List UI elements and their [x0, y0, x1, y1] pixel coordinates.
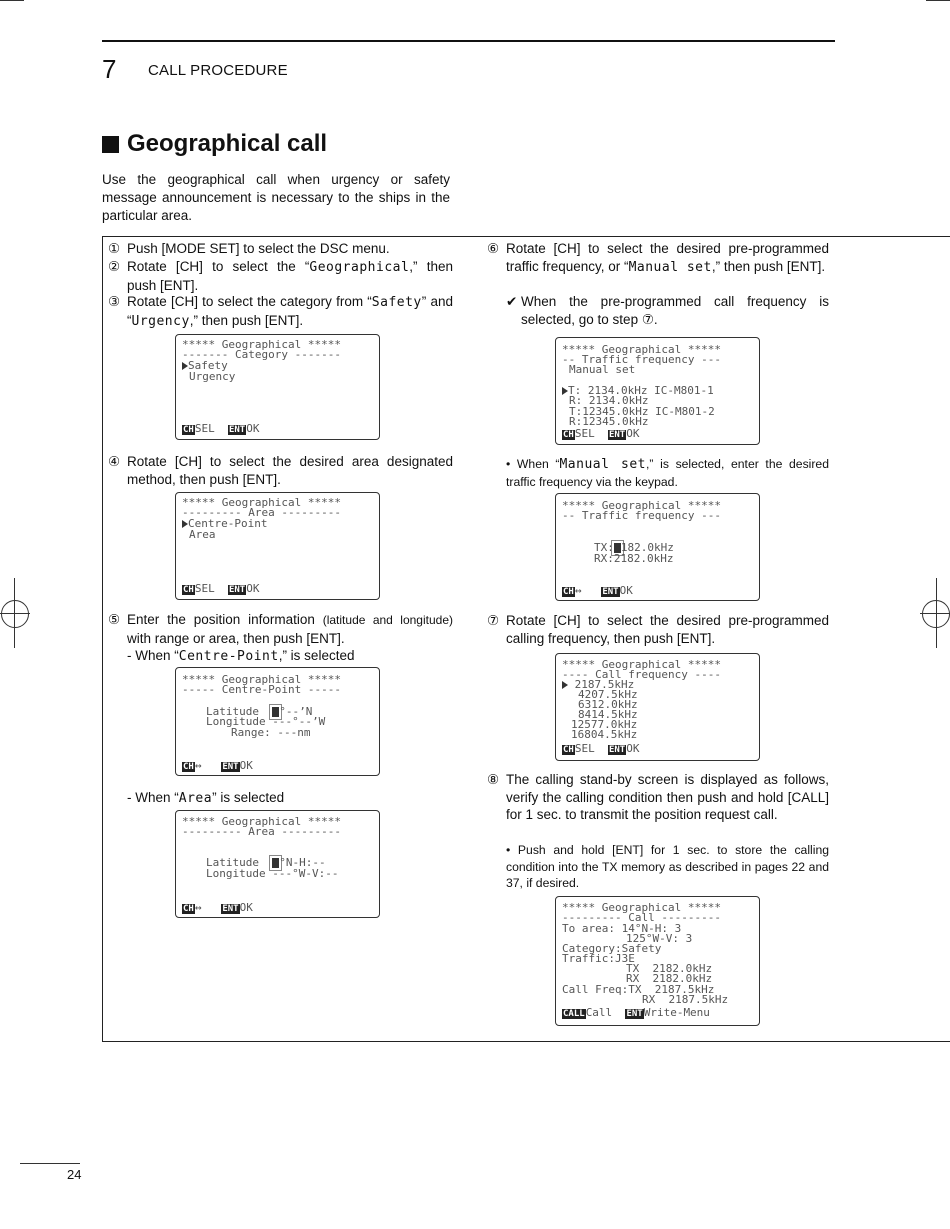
step-text: Rotate [CH] to select the category from “Safety” and “Urgency,” then push [ENT].: [127, 294, 453, 329]
crop-mark: [0, 0, 24, 1]
lcd-screen-area-method: ***** Geographical ***** --------- Area --------- Centre-Point Area CHSEL ENTOK: [175, 492, 380, 600]
step-text: Rotate [CH] to select the desired pre-programmed traffic frequency, or “Manual set,” then push [ENT].: [506, 241, 829, 275]
step-number: ④: [108, 454, 121, 469]
step-text: Rotate [CH] to select the desired pre-programmed calling frequency, then push [ENT].: [506, 613, 829, 646]
step-6: [487, 240, 829, 276]
lcd-screen-traffic-frequency: ***** Geographical ***** -- Traffic frequency --- Manual set T: 2134.0kHz IC-M801-1 R: 2134.0kHz T:12345.0kHz IC-M801-2 R:12345.0kHz CHSEL ENTOK: [555, 337, 760, 445]
lcd-screen-category: ***** Geographical ***** ------- Category ------- Safety Urgency CHSEL ENTOK: [175, 334, 380, 440]
lcd-screen-call-frequency: ***** Geographical ***** ---- Call frequency ---- 2187.5kHz 4207.5kHz 6312.0kHz 8414.5kHz 12577.0kHz 16804.5kHz CHSEL ENTOK: [555, 653, 760, 761]
step-number: ②: [108, 259, 121, 274]
lcd-screen-call: ***** Geographical ***** --------- Call --------- To area: 14°N-H: 3 125°W-V: 3 Category:Safety Traffic:J3E TX 2182.0kHz RX 2182.0kHz Call Freq:TX 2187.5kHz RX 2187.5kHz CALLCall ENTWrite-Menu: [555, 896, 760, 1026]
section-title: Geographical call: [127, 130, 328, 157]
section-heading: [102, 130, 327, 158]
step-5: [108, 611, 453, 647]
step-7: [487, 612, 829, 647]
step-4: [108, 453, 453, 488]
footer-rule: [20, 1163, 80, 1164]
step-5-sub-area: - When “Area” is selected: [127, 790, 285, 806]
chapter-number: 7: [102, 54, 117, 84]
step-number: ⑦: [487, 613, 500, 628]
chapter-title: CALL PROCEDURE: [148, 62, 288, 79]
step-number: ⑧: [487, 772, 500, 787]
step-text: Rotate [CH] to select the desired area designated method, then push [ENT].: [127, 454, 453, 487]
registration-circle: [1, 600, 29, 628]
step-number: ⑥: [487, 241, 500, 256]
step-text: The calling stand-by screen is displayed as follows, verify the calling condition then push and hold [CALL] for 1 sec. to transmit the position request call.: [506, 772, 829, 822]
crop-mark: [926, 0, 950, 1]
checkmark-icon: ✔: [506, 294, 518, 309]
step-8-note: • Push and hold [ENT] for 1 sec. to store the calling condition into the TX memory as described in pages 22 and 37, if desired.: [506, 843, 829, 890]
step-number: ①: [108, 241, 121, 256]
step-2: [108, 258, 453, 294]
step-3: [108, 293, 453, 330]
square-bullet-icon: [102, 136, 119, 153]
step-8: [487, 771, 829, 824]
step-5-sub-centre: - When “Centre-Point,” is selected: [127, 648, 355, 664]
step-text: Enter the position information (latitude and longitude) with range or area, then push [ENT].: [127, 612, 453, 646]
lcd-screen-traffic-manual: ***** Geographical ***** -- Traffic frequency --- TX: 182.0kHz RX:2182.0kHz CH↔ ENTOK: [555, 493, 760, 601]
step-6-note: • When “Manual set,” is selected, enter the desired traffic frequency via the keypad.: [506, 457, 829, 489]
intro-paragraph: Use the geographical call when urgency or safety message announcement is necessary to the ships in the particular area.: [102, 172, 450, 223]
lcd-screen-centre-point: ***** Geographical ***** ----- Centre-Point ----- Latitude °--’N Longitude ---°--’W Range: ---nm CH↔ ENTOK: [175, 667, 380, 776]
step-number: ③: [108, 294, 121, 309]
check-text: When the pre-programmed call frequency is selected, go to step ⑦.: [521, 294, 829, 327]
page-number: 24: [67, 1167, 82, 1182]
step-number: ⑤: [108, 612, 121, 627]
lcd-screen-area: ***** Geographical ***** --------- Area --------- Latitude °N-H:-- Longitude ---°W-V:-- CH↔ ENTOK: [175, 810, 380, 918]
cursor-icon: [562, 681, 568, 689]
header-rule: [102, 40, 835, 42]
step-text: Rotate [CH] to select the “Geographical,” then push [ENT].: [127, 259, 453, 293]
step-1: [108, 240, 453, 258]
step-text: Push [MODE SET] to select the DSC menu.: [127, 241, 390, 256]
step-6-check: [506, 293, 829, 328]
